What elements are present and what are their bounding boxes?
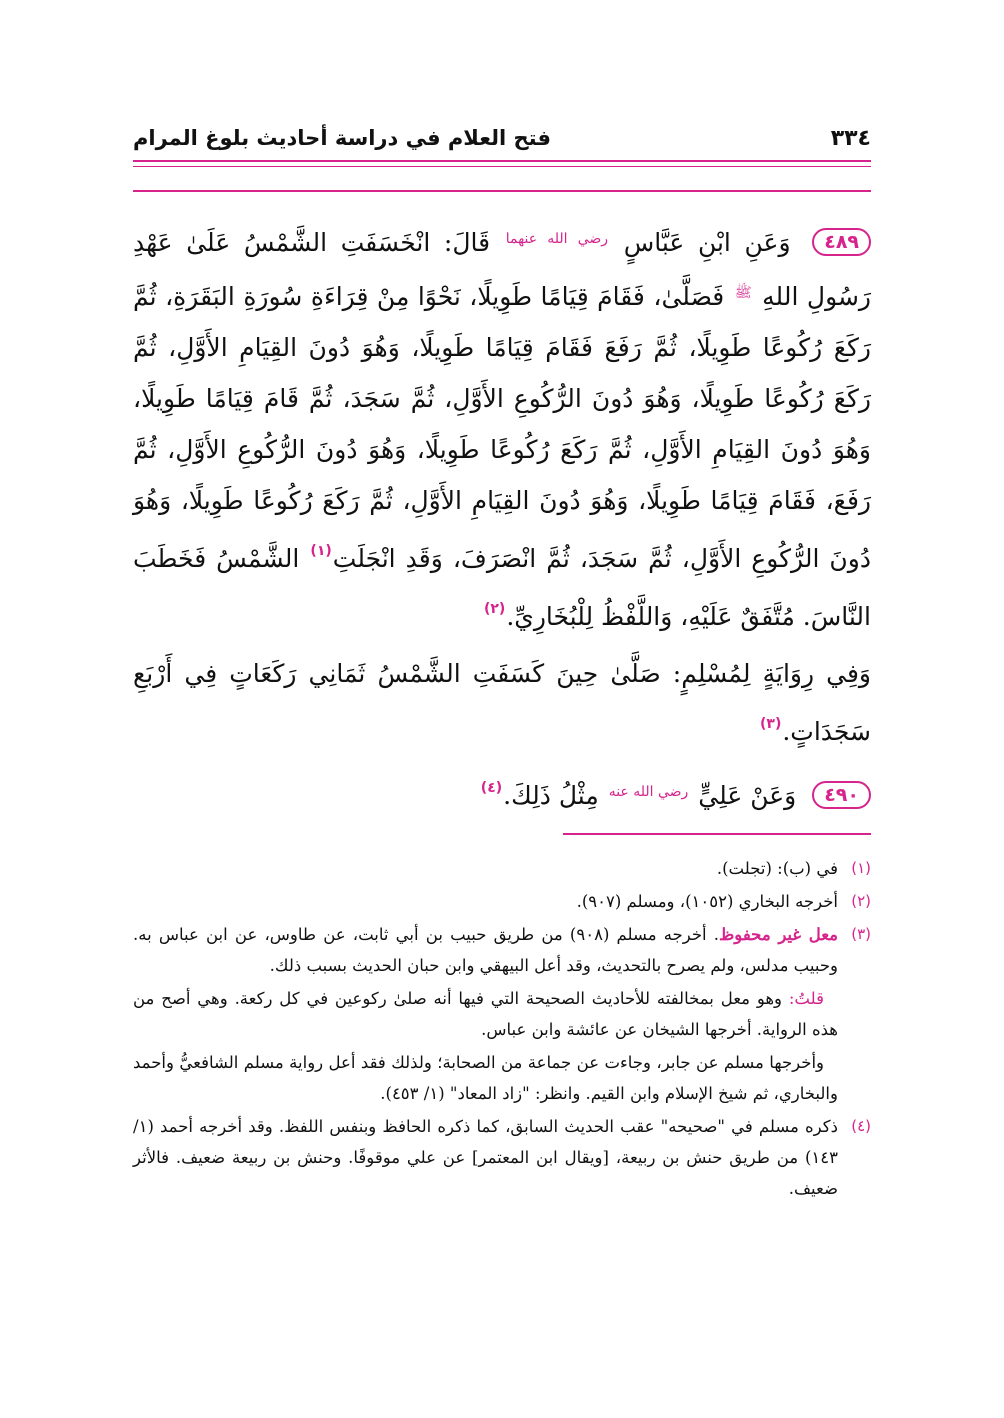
hadith-text: فَصَلَّىٰ، فَقَامَ قِيَامًا طَوِيلًا، نَحْوًا مِنْ قِرَاءَةِ سُورَةِ البَقَرَةِ، ثُمَّ رَكَعَ رُكُوعًا طَوِيلًا، ثُمَّ رَفَعَ فَقَامَ قِيَامًا طَوِيلًا، وَهُوَ دُونَ القِيَامِ الأَوَّلِ، ثُمَّ رَكَعَ رُكُوعًا طَوِيلًا، وَهُوَ دُونَ الرُّكُوعِ الأَوَّلِ، ثُمَّ سَجَدَ، ثُمَّ قَامَ قِيَامًا طَوِيلًا، وَهُوَ دُونَ القِيَامِ الأَوَّلِ، ثُمَّ رَكَعَ رُكُوعًا طَوِيلًا، وَهُوَ دُونَ الرُّكُوعِ الأَوَّلِ، ثُمَّ رَفَعَ، فَقَامَ قِيَامًا طَوِيلًا، وَهُوَ دُونَ القِيَامِ الأَوَّلِ، ثُمَّ رَكَعَ رُكُوعًا طَوِيلًا، وَهُوَ دُونَ الرُّكُوعِ الأَوَّلِ، ثُمَّ سَجَدَ، ثُمَّ انْصَرَفَ، وَقَدِ انْجَلَتِ: [133, 282, 871, 573]
footnote-4: [133, 1111, 871, 1204]
footnote-text: وأخرجها مسلم عن جابر، وجاءت عن جماعة من الصحابة؛ ولذلك فقد أعل رواية مسلم الشافعيُّ وأحمد والبخاري، ثم شيخ الإسلام وابن القيم. وانظر: "زاد المعاد" (١/ ٤٥٣).: [133, 1053, 838, 1103]
header-rule-bottom: [133, 166, 871, 167]
hadith-text: قَالَ: انْخَسَفَتِ الشَّمْسُ عَلَىٰ عَهْدِ رَسُولِ اللهِ: [133, 228, 872, 311]
hadith-489: [133, 214, 871, 642]
hadith-text: مِثْلُ ذَلِكَ.: [503, 781, 599, 810]
footnote-2: [133, 886, 871, 917]
footnote-text: وهو معل بمخالفته للأحاديث الصحيحة التي فيها أنه صلىٰ ركوعين في كل ركعة. وهي أصح من هذه الرواية. أخرجها الشيخان عن عائشة وابن عباس.: [133, 989, 838, 1039]
hadith-489-muslim-riwaya: [133, 648, 871, 757]
page-number: ٣٣٤: [830, 125, 871, 151]
footnote-ref[interactable]: (١): [310, 543, 332, 559]
footnote-separator: [563, 833, 871, 835]
hadith-grade: معل غير محفوظ: [719, 925, 838, 944]
footnote-text: في (ب): (تجلت).: [716, 859, 838, 878]
honorific-mark: رضي الله عنه: [608, 784, 689, 800]
body-top-rule: [133, 190, 871, 192]
hadith-number-badge: ٤٨٩: [812, 228, 871, 256]
footnote-3: [133, 919, 871, 981]
hadith-490: [133, 763, 871, 821]
running-header: [133, 118, 871, 158]
footnote-ref[interactable]: (٢): [483, 601, 506, 617]
footnote-1: [133, 853, 871, 884]
hadith-text: وَعَنِ ابْنِ عَبَّاسٍ: [623, 228, 791, 257]
footnote-ref[interactable]: (٣): [760, 716, 782, 732]
hadith-text: الشَّمْسُ فَخَطَبَ النَّاسَ. مُتَّفَقٌ عَلَيْهِ، وَاللَّفْظُ لِلْبُخَارِيِّ.: [133, 544, 871, 631]
footnote-3-note-2: [133, 1047, 871, 1109]
footnote-number: (٢): [851, 892, 871, 910]
honorific-mark: رضي الله عنهما: [505, 231, 609, 247]
footnote-ref[interactable]: (٤): [480, 780, 503, 796]
footnote-number: (٣): [851, 925, 871, 943]
footnote-number: (٤): [851, 1117, 871, 1135]
footnote-3-note-1: [133, 983, 871, 1045]
hadith-body: [133, 214, 871, 821]
hadith-number-badge: ٤٩٠: [812, 781, 871, 809]
footnote-number: (١): [851, 859, 871, 877]
footnotes: [133, 853, 871, 1206]
footnote-text: أخرجه البخاري (١٠٥٢)، ومسلم (٩٠٧).: [576, 892, 838, 911]
honorific-mark: ﷺ: [734, 285, 752, 301]
hadith-text: وَفِي رِوَايَةٍ لِمُسْلِمٍ: صَلَّىٰ حِينَ كَسَفَتِ الشَّمْسُ ثَمَانِي رَكَعَاتٍ فِي أَرْبَعِ سَجَدَاتٍ.: [133, 659, 871, 746]
header-rule-top: [133, 160, 871, 162]
hadith-text: وَعَنْ عَلِيٍّ: [698, 781, 797, 810]
book-title: فتح العلام في دراسة أحاديث بلوغ المرام: [133, 126, 551, 150]
footnote-text: . أخرجه مسلم (٩٠٨) من طريق حبيب بن أبي ثابت، عن طاوس، عن ابن عباس به. وحبيب مدلس، ولم يصرح بالتحديث، وقد أعل البيهقي وابن حبان الحديث بسبب ذلك.: [133, 925, 838, 975]
footnote-text: ذكره مسلم في "صحيحه" عقب الحديث السابق، كما ذكره الحافظ وبنفس اللفظ. وقد أخرجه أحمد (١/ ١٤٣) من طريق حنش بن ربيعة، [ويقال ابن المعتمر] عن علي موقوفًا. وحنش بن ربيعة ضعيف. فالأثر ضعيف.: [133, 1117, 838, 1198]
qultu-label: قلتُ:: [788, 989, 824, 1008]
